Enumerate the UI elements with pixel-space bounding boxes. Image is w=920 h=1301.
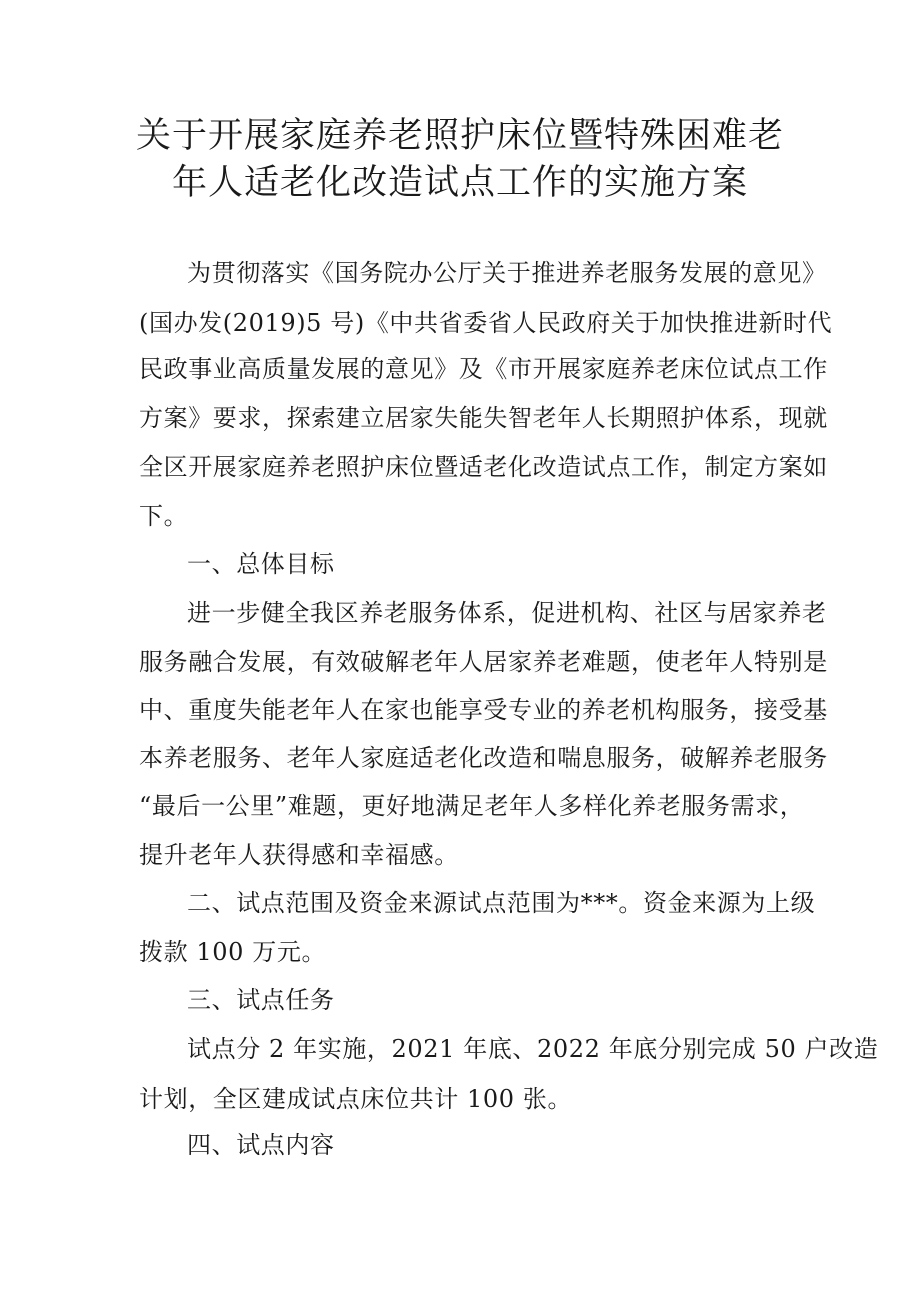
body-line: 下。 <box>139 502 189 530</box>
body-line: 服务融合发展，有效破解老年人居家养老难题，使老年人特别是 <box>139 648 828 676</box>
body-line: 民政事业高质量发展的意见》及《市开展家庭养老床位试点工作 <box>139 355 828 383</box>
body-line: 中、重度失能老年人在家也能享受专业的养老机构服务，接受基 <box>139 696 828 724</box>
body-line: 进一步健全我区养老服务体系，促进机构、社区与居家养老 <box>187 599 827 627</box>
body-line: 方案》要求，探索建立居家失能失智老年人长期照护体系，现就 <box>139 404 828 432</box>
body-line: (国办发(2019)5 号)《中共省委省人民政府关于加快推进新时代 <box>139 309 833 337</box>
body-line: 本养老服务、老年人家庭适老化改造和喘息服务，破解养老服务 <box>139 744 828 772</box>
body-line: “最后一公里”难题，更好地满足老年人多样化养老服务需求， <box>139 792 805 820</box>
document-title-line-2: 年人适老化改造试点工作的实施方案 <box>171 163 748 203</box>
document-title-line-1: 关于开展家庭养老照护床位暨特殊困难老 <box>135 116 784 156</box>
body-line: 计划，全区建成试点床位共计 100 张。 <box>139 1085 573 1113</box>
body-line: 拨款 100 万元。 <box>139 938 327 966</box>
body-line: 全区开展家庭养老照护床位暨适老化改造试点工作，制定方案如 <box>139 453 828 481</box>
section-heading: 一、总体目标 <box>187 550 335 578</box>
section-heading: 三、试点任务 <box>187 986 335 1014</box>
body-line: 试点分 2 年实施，2021 年底、2022 年底分别完成 50 户改造 <box>187 1035 879 1063</box>
body-line: 为贯彻落实《国务院办公厅关于推进养老服务发展的意见》 <box>187 259 827 287</box>
section-heading: 二、试点范围及资金来源试点范围为***。资金来源为上级 <box>187 889 816 917</box>
section-heading: 四、试点内容 <box>187 1131 335 1159</box>
body-line: 提升老年人获得感和幸福感。 <box>139 841 459 869</box>
